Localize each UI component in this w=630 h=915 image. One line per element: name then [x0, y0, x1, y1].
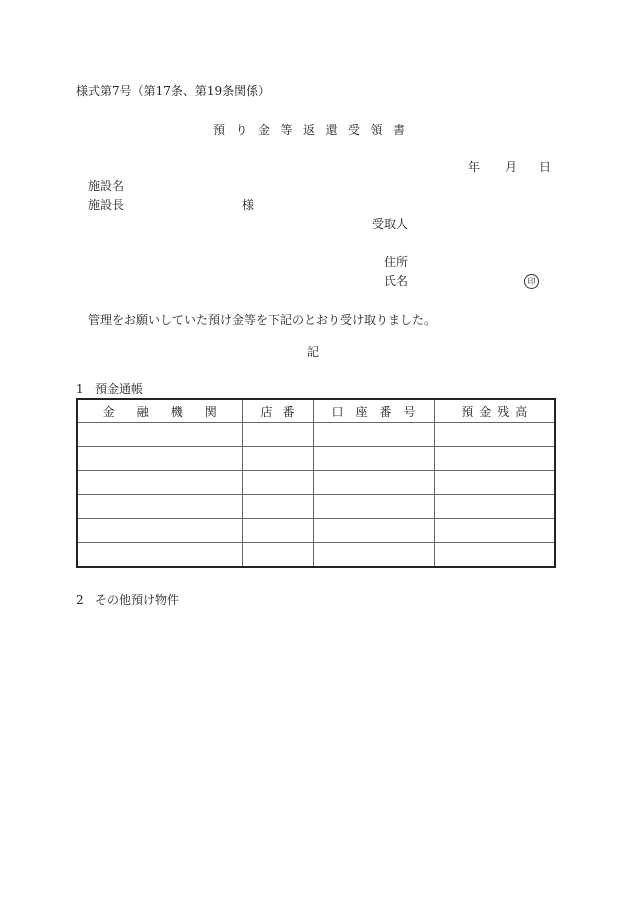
cell-balance[interactable]: [434, 495, 555, 519]
table-row: [77, 543, 555, 568]
seal-icon: 印: [524, 274, 539, 289]
table-row: [77, 447, 555, 471]
body-text: 管理をお願いしていた預け金等を下記のとおり受け取りました。: [88, 313, 437, 327]
cell-bank[interactable]: [77, 543, 242, 568]
cell-balance[interactable]: [434, 423, 555, 447]
facility-name-label: 施設名: [88, 179, 125, 193]
cell-balance[interactable]: [434, 519, 555, 543]
cell-bank[interactable]: [77, 495, 242, 519]
document-title: 預り金等返還受領書: [213, 123, 416, 137]
ki-label: 記: [307, 345, 320, 359]
section1-number: 1: [76, 382, 84, 396]
column-header-branch: 店番: [242, 399, 313, 423]
cell-account[interactable]: [313, 495, 434, 519]
cell-bank[interactable]: [77, 519, 242, 543]
table-header-row: [77, 399, 555, 423]
bankbook-table: [76, 398, 556, 568]
name-label: 氏名: [384, 274, 409, 288]
cell-branch[interactable]: [242, 519, 313, 543]
recipient-label: 受取人: [372, 217, 409, 231]
cell-account[interactable]: [313, 447, 434, 471]
cell-balance[interactable]: [434, 471, 555, 495]
cell-balance[interactable]: [434, 543, 555, 568]
column-header-account: 口座番号: [313, 399, 434, 423]
cell-account[interactable]: [313, 423, 434, 447]
cell-branch[interactable]: [242, 495, 313, 519]
table-row: [77, 471, 555, 495]
facility-head-label: 施設長: [88, 198, 125, 212]
cell-account[interactable]: [313, 543, 434, 568]
cell-branch[interactable]: [242, 471, 313, 495]
table-row: [77, 519, 555, 543]
cell-branch[interactable]: [242, 423, 313, 447]
column-header-bank: 金融機関: [77, 399, 242, 423]
form-number: 様式第7号（第17条、第19条関係）: [76, 84, 271, 98]
date-year-label: 年: [468, 160, 481, 174]
honorific: 様: [242, 198, 255, 212]
cell-branch[interactable]: [242, 543, 313, 568]
section2-number: 2: [76, 593, 84, 607]
cell-balance[interactable]: [434, 447, 555, 471]
cell-account[interactable]: [313, 471, 434, 495]
cell-account[interactable]: [313, 519, 434, 543]
table-row: [77, 423, 555, 447]
cell-bank[interactable]: [77, 447, 242, 471]
date-month-label: 月: [505, 160, 518, 174]
date-day-label: 日: [539, 160, 552, 174]
address-label: 住所: [384, 255, 409, 269]
cell-bank[interactable]: [77, 423, 242, 447]
section2-heading: その他預け物件: [95, 593, 180, 607]
cell-branch[interactable]: [242, 447, 313, 471]
section1-heading: 預金通帳: [95, 382, 144, 396]
cell-bank[interactable]: [77, 471, 242, 495]
table-row: [77, 495, 555, 519]
column-header-balance: 預金残高: [434, 399, 555, 423]
